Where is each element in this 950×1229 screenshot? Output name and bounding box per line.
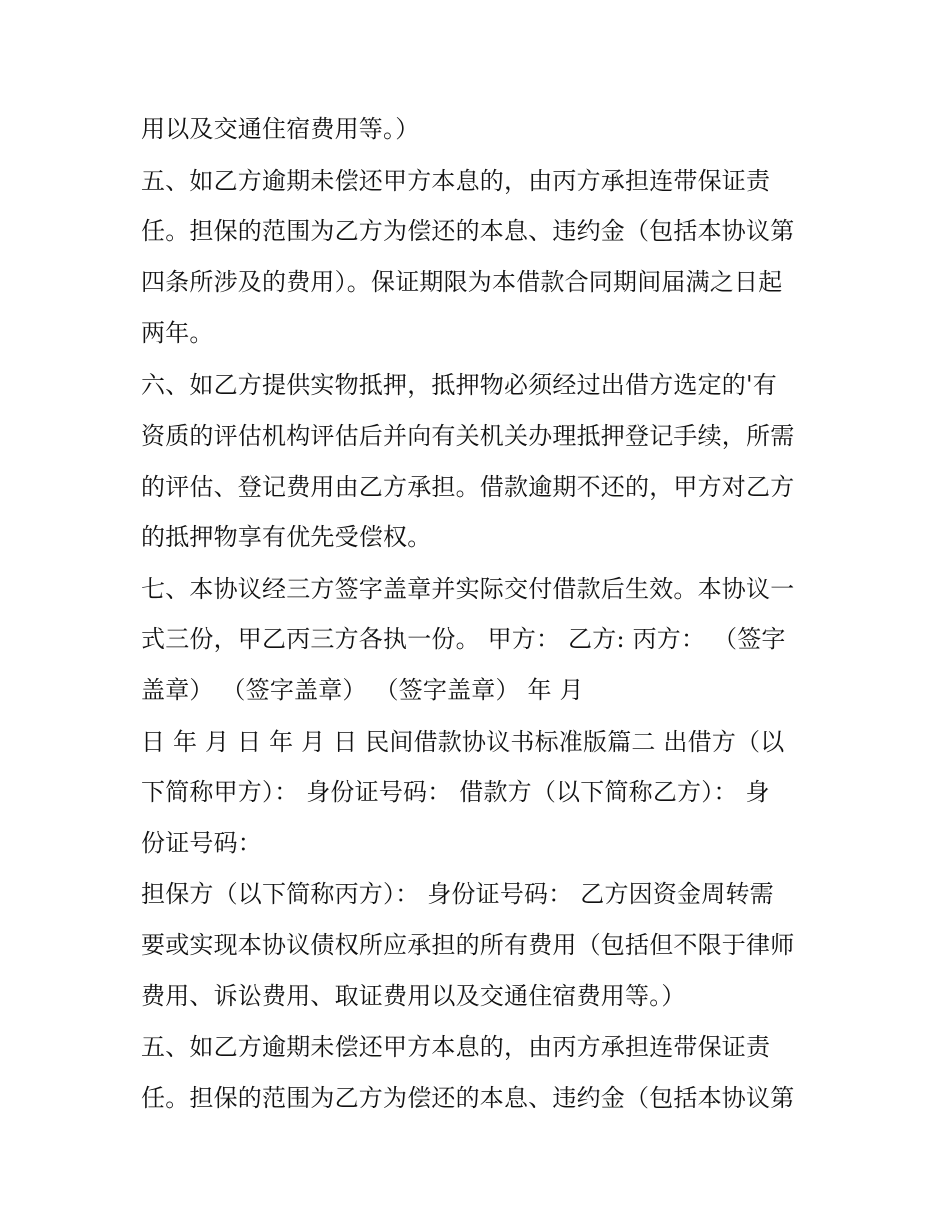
text-line: 用以及交通住宿费用等。） bbox=[141, 115, 420, 143]
text-line: 五、如乙方逾期未偿还甲方本息的，由丙方承担连带保证责 bbox=[141, 167, 771, 195]
text-line: 下简称甲方）： 身份证号码： 借款方（以下简称乙方）： 身 bbox=[141, 778, 770, 806]
text-line: 费用、诉讼费用、取证费用以及交通住宿费用等。） bbox=[141, 982, 686, 1010]
text-line: 六、如乙方提供实物抵押，抵押物必须经过出借方选定的'有 bbox=[141, 371, 777, 399]
text-line: 要或实现本协议债权所应承担的所有费用（包括但不限于律师 bbox=[141, 931, 795, 959]
text-line: 资质的评估机构评估后并向有关机关办理抵押登记手续，所需 bbox=[141, 422, 795, 450]
text-line: 的抵押物享有优先受偿权。 bbox=[141, 523, 432, 551]
text-line: 盖章） （签字盖章） （签字盖章） 年 月 bbox=[141, 676, 584, 704]
text-line: 担保方（以下简称丙方）： 身份证号码： 乙方因资金周转需 bbox=[141, 880, 774, 908]
text-line: 日 年 月 日 年 月 日 民间借款协议书标准版篇二 出借方（以 bbox=[141, 728, 785, 756]
text-line: 式三份，甲乙丙三方各执一份。 甲方： 乙方: 丙方： （签字 bbox=[141, 625, 786, 653]
text-line: 五、如乙方逾期未偿还甲方本息的，由丙方承担连带保证责 bbox=[141, 1033, 771, 1061]
text-line: 任。担保的范围为乙方为偿还的本息、违约金（包括本协议第 bbox=[141, 217, 795, 245]
text-line: 任。担保的范围为乙方为偿还的本息、违约金（包括本协议第 bbox=[141, 1084, 795, 1112]
text-line: 四条所涉及的费用）。保证期限为本借款合同期间届满之日起 bbox=[141, 268, 783, 296]
text-line: 份证号码： bbox=[141, 829, 262, 857]
text-line: 七、本协议经三方签字盖章并实际交付借款后生效。本协议一 bbox=[141, 575, 795, 603]
text-line: 两年。 bbox=[141, 319, 214, 347]
text-line: 的评估、登记费用由乙方承担。借款逾期不还的，甲方对乙方 bbox=[141, 473, 795, 501]
